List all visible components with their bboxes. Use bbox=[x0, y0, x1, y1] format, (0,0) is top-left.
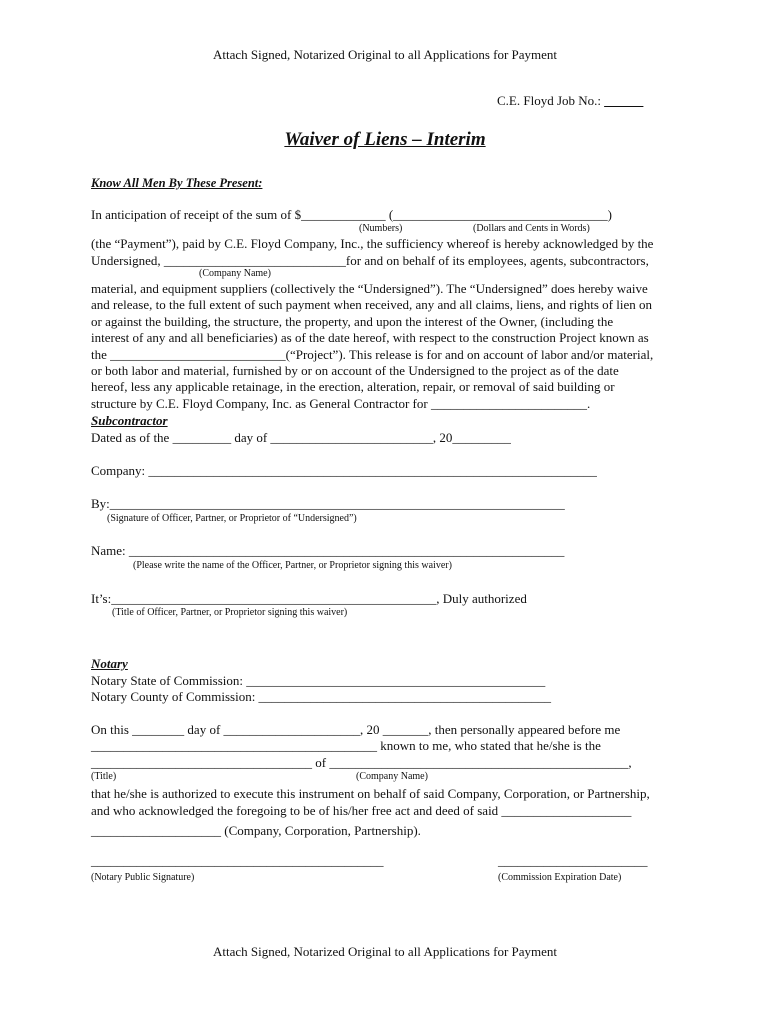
footer-note: Attach Signed, Notarized Original to all Applications for Payment bbox=[212, 944, 558, 959]
undersigned-line[interactable]: Undersigned, ____________________________for and on behalf of its employees, agents, subcontractors, bbox=[91, 253, 649, 268]
sum-line[interactable]: In anticipation of receipt of the sum of $_____________ (_________________________________) bbox=[91, 207, 613, 222]
dated-line[interactable]: Dated as of the _________ day of _________________________, 20_________ bbox=[91, 430, 511, 445]
signature-caption: (Signature of Officer, Partner, or Proprietor of “Undersigned”) bbox=[107, 513, 357, 524]
label-company-name: (Company Name) bbox=[199, 268, 271, 279]
name-field[interactable]: Name: ___________________________________________________________________ bbox=[91, 543, 565, 558]
label-company-name-2: (Company Name) bbox=[356, 771, 428, 782]
header-note: Attach Signed, Notarized Original to all Applications for Payment bbox=[212, 47, 558, 62]
acknowledged-line[interactable]: and who acknowledged the foregoing to be of his/her free act and deed of said ____________________ bbox=[91, 803, 632, 818]
known-line[interactable]: ____________________________________________ known to me, who stated that he/she is the bbox=[91, 738, 601, 753]
body-line: interest of any and all beneficiaries) as of the date hereof, with respect to the construction Project known as bbox=[91, 330, 649, 345]
expiration-date-field[interactable]: _______________________ bbox=[498, 853, 648, 868]
body-line: and release, to the full extent of such payment when received, any and all claims, liens, and rights of lien on bbox=[91, 297, 652, 312]
body-line: hereof, less any applicable retainage, in the erection, alteration, repair, or removal of said building or bbox=[91, 379, 615, 394]
company-field[interactable]: Company: _____________________________________________________________________ bbox=[91, 463, 597, 478]
notary-county-field[interactable]: Notary County of Commission: _____________________________________________ bbox=[91, 689, 552, 704]
signature-field[interactable]: By:______________________________________________________________________ bbox=[91, 496, 565, 511]
label-title: (Title) bbox=[91, 771, 117, 782]
label-numbers: (Numbers) bbox=[359, 223, 403, 234]
subcontractor-heading: Subcontractor bbox=[91, 413, 168, 428]
authorized-line: that he/she is authorized to execute this instrument on behalf of said Company, Corporation, or Partnership, bbox=[91, 786, 650, 801]
notary-heading: Notary bbox=[91, 656, 128, 671]
notary-signature-caption: (Notary Public Signature) bbox=[91, 872, 195, 883]
job-number-label: C.E. Floyd Job No.: bbox=[497, 93, 602, 108]
expiration-date-caption: (Commission Expiration Date) bbox=[498, 872, 622, 883]
title-field[interactable]: It’s:__________________________________________________, Duly authorized bbox=[91, 591, 527, 606]
body-line: or both labor and material, furnished by or on account of the Undersigned to the project as of the date bbox=[91, 363, 619, 378]
body-line: material, and equipment suppliers (collectively the “Undersigned”). The “Undersigned” does hereby waive bbox=[91, 281, 648, 296]
know-all-men-heading: Know All Men By These Present: bbox=[91, 176, 263, 190]
body-line: or against the building, the structure, the property, and upon the interest of the Owner, (including the bbox=[91, 314, 614, 329]
label-dollars-words: (Dollars and Cents in Words) bbox=[473, 223, 590, 234]
title-caption: (Title of Officer, Partner, or Proprietor signing this waiver) bbox=[112, 607, 348, 618]
body-line[interactable]: the ___________________________(“Project”). This release is for and on account of labor and/or material, bbox=[91, 347, 654, 362]
payment-line: (the “Payment”), paid by C.E. Floyd Company, Inc., the sufficiency whereof is hereby acknowledged by the bbox=[91, 236, 654, 251]
page-title: Waiver of Liens – Interim bbox=[284, 129, 486, 150]
job-number bbox=[497, 93, 643, 109]
notary-signature-field[interactable]: _____________________________________________ bbox=[91, 853, 384, 868]
notary-state-field[interactable]: Notary State of Commission: ______________________________________________ bbox=[91, 673, 546, 688]
on-this-line[interactable]: On this ________ day of _____________________, 20 _______, then personally appeared before me bbox=[91, 722, 621, 737]
of-line[interactable]: __________________________________ of ______________________________________________, bbox=[91, 755, 632, 770]
name-caption: (Please write the name of the Officer, Partner, or Proprietor signing this waiver) bbox=[133, 560, 452, 571]
entity-line[interactable]: ____________________ (Company, Corporation, Partnership). bbox=[91, 823, 421, 838]
body-line[interactable]: structure by C.E. Floyd Company, Inc. as General Contractor for ________________________. bbox=[91, 396, 591, 411]
job-number-field[interactable]: ______ bbox=[604, 93, 644, 108]
